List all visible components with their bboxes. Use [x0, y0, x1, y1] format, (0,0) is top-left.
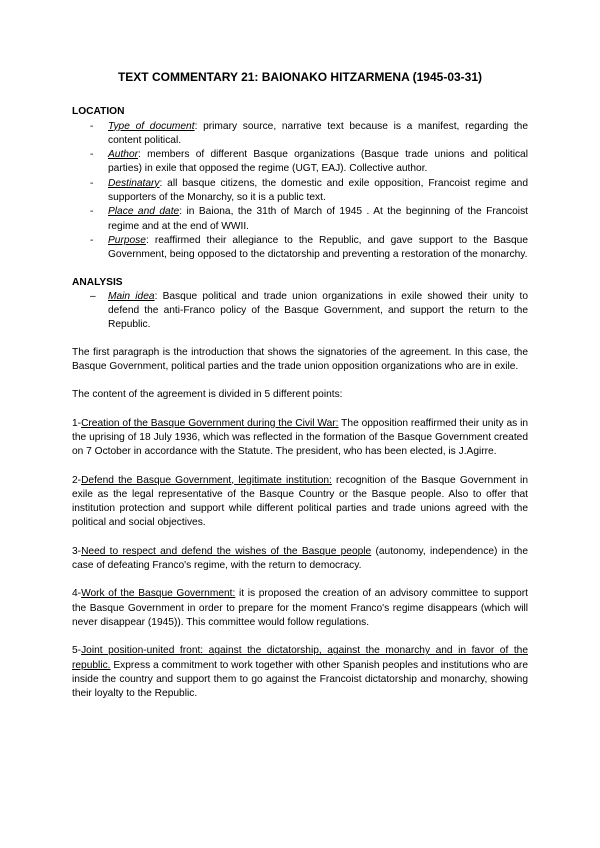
list-item — [72, 120, 528, 149]
dash-bullet: – — [90, 290, 96, 302]
item-label: Type of document — [108, 120, 195, 132]
dash-bullet: - — [90, 120, 94, 132]
analysis-heading: ANALYSIS — [72, 276, 123, 288]
point-text: The opposition reaffirmed their unity as in the uprising of 18 July 1936, which was reflected in the formation of the Basque Government created on 7 October in accordance with the Statute. The president, who has been elected, is J.Agirre. — [72, 417, 528, 458]
list-item — [72, 290, 528, 333]
list-item — [72, 234, 528, 263]
dash-bullet: - — [90, 177, 94, 189]
item-text: : all basque citizens, the domestic and exile opposition, Francoist regime and supporters of the Monarchy, so it is a public text. — [108, 177, 528, 204]
list-item — [72, 177, 528, 206]
item-text: : Basque political and trade union organizations in exile showed their unity to defend the anti-Franco policy of the Basque Government, and support the return to the Republic. — [108, 290, 528, 331]
location-list — [72, 120, 528, 263]
point-heading: Work of the Basque Government: — [81, 588, 236, 600]
point-text: (autonomy, independence) in the case of defeating Franco's regime, with the return to democracy. — [72, 545, 528, 572]
point-number: 5- — [72, 645, 82, 657]
item-text: : in Baiona, the 31th of March of 1945 . At the beginning of the Francoist regime and at the end of WWII. — [108, 206, 528, 232]
point-2 — [72, 474, 528, 531]
analysis-list — [72, 290, 528, 333]
point-heading: Creation of the Basque Government during the Civil War: — [81, 417, 339, 429]
point-number: 4- — [72, 588, 82, 600]
point-text: recognition of the Basque Government in exile as the legal representative of the Basque Country or the Basque people. Also to offer that institution protection and support while different political parties and trade unions agreed with the political and social objectives. — [72, 474, 528, 529]
item-label: Author — [108, 149, 139, 161]
points-intro: The content of the agreement is divided in 5 different points: — [72, 389, 343, 401]
point-heading: Defend the Basque Government, legitimate institution: — [81, 474, 332, 486]
point-3 — [72, 545, 528, 574]
item-label: Main idea — [108, 290, 155, 302]
location-heading: LOCATION — [72, 106, 125, 118]
list-item — [72, 148, 528, 177]
item-text: : reaffirmed their allegiance to the Republic, and gave support to the Basque Government, being opposed to the dictatorship and preventing a restoration of the monarchy. — [108, 234, 528, 261]
page-title: TEXT COMMENTARY 21: BAIONAKO HITZARMENA (1945-03-31) — [117, 70, 483, 84]
point-number: 3- — [72, 545, 82, 557]
item-text: : members of different Basque organizations (Basque trade unions and political parties) in exile that opposed the regime (UGT, EAJ). Collective author. — [108, 149, 528, 175]
item-text: : primary source, narrative text because is a manifest, regarding the content political. — [108, 120, 528, 146]
item-label: Destinatary — [108, 177, 160, 189]
point-heading: Joint position-united front: against the dictatorship, against the monarchy and in favor of the republic. — [72, 645, 528, 671]
point-number: 2- — [72, 474, 82, 486]
dash-bullet: - — [90, 149, 94, 161]
point-1 — [72, 417, 528, 460]
dash-bullet: - — [90, 206, 94, 218]
point-5 — [72, 644, 528, 701]
point-number: 1- — [72, 417, 82, 429]
item-label: Purpose — [108, 234, 146, 246]
point-heading: Need to respect and defend the wishes of the Basque people — [81, 545, 372, 557]
point-4 — [72, 587, 528, 630]
item-label: Place and date — [108, 206, 180, 218]
list-item — [72, 205, 528, 234]
dash-bullet: - — [90, 234, 94, 246]
point-text: Express a commitment to work together with other Spanish peoples and institutions who are inside the country and support them to go against the Francoist dictatorship and monarchy, showing their loyalty to the Republic. — [72, 659, 528, 700]
point-text: it is proposed the creation of an advisory committee to support the Basque Government in order to prepare for the moment Franco's regime disappears (which will never disappear (1945)). This committee would follow regulations. — [72, 588, 528, 628]
intro-paragraph: The first paragraph is the introduction that shows the signatories of the agreement. In this case, the Basque Government, political parties and the trade union opposition organizations who are in exile. — [72, 346, 528, 373]
